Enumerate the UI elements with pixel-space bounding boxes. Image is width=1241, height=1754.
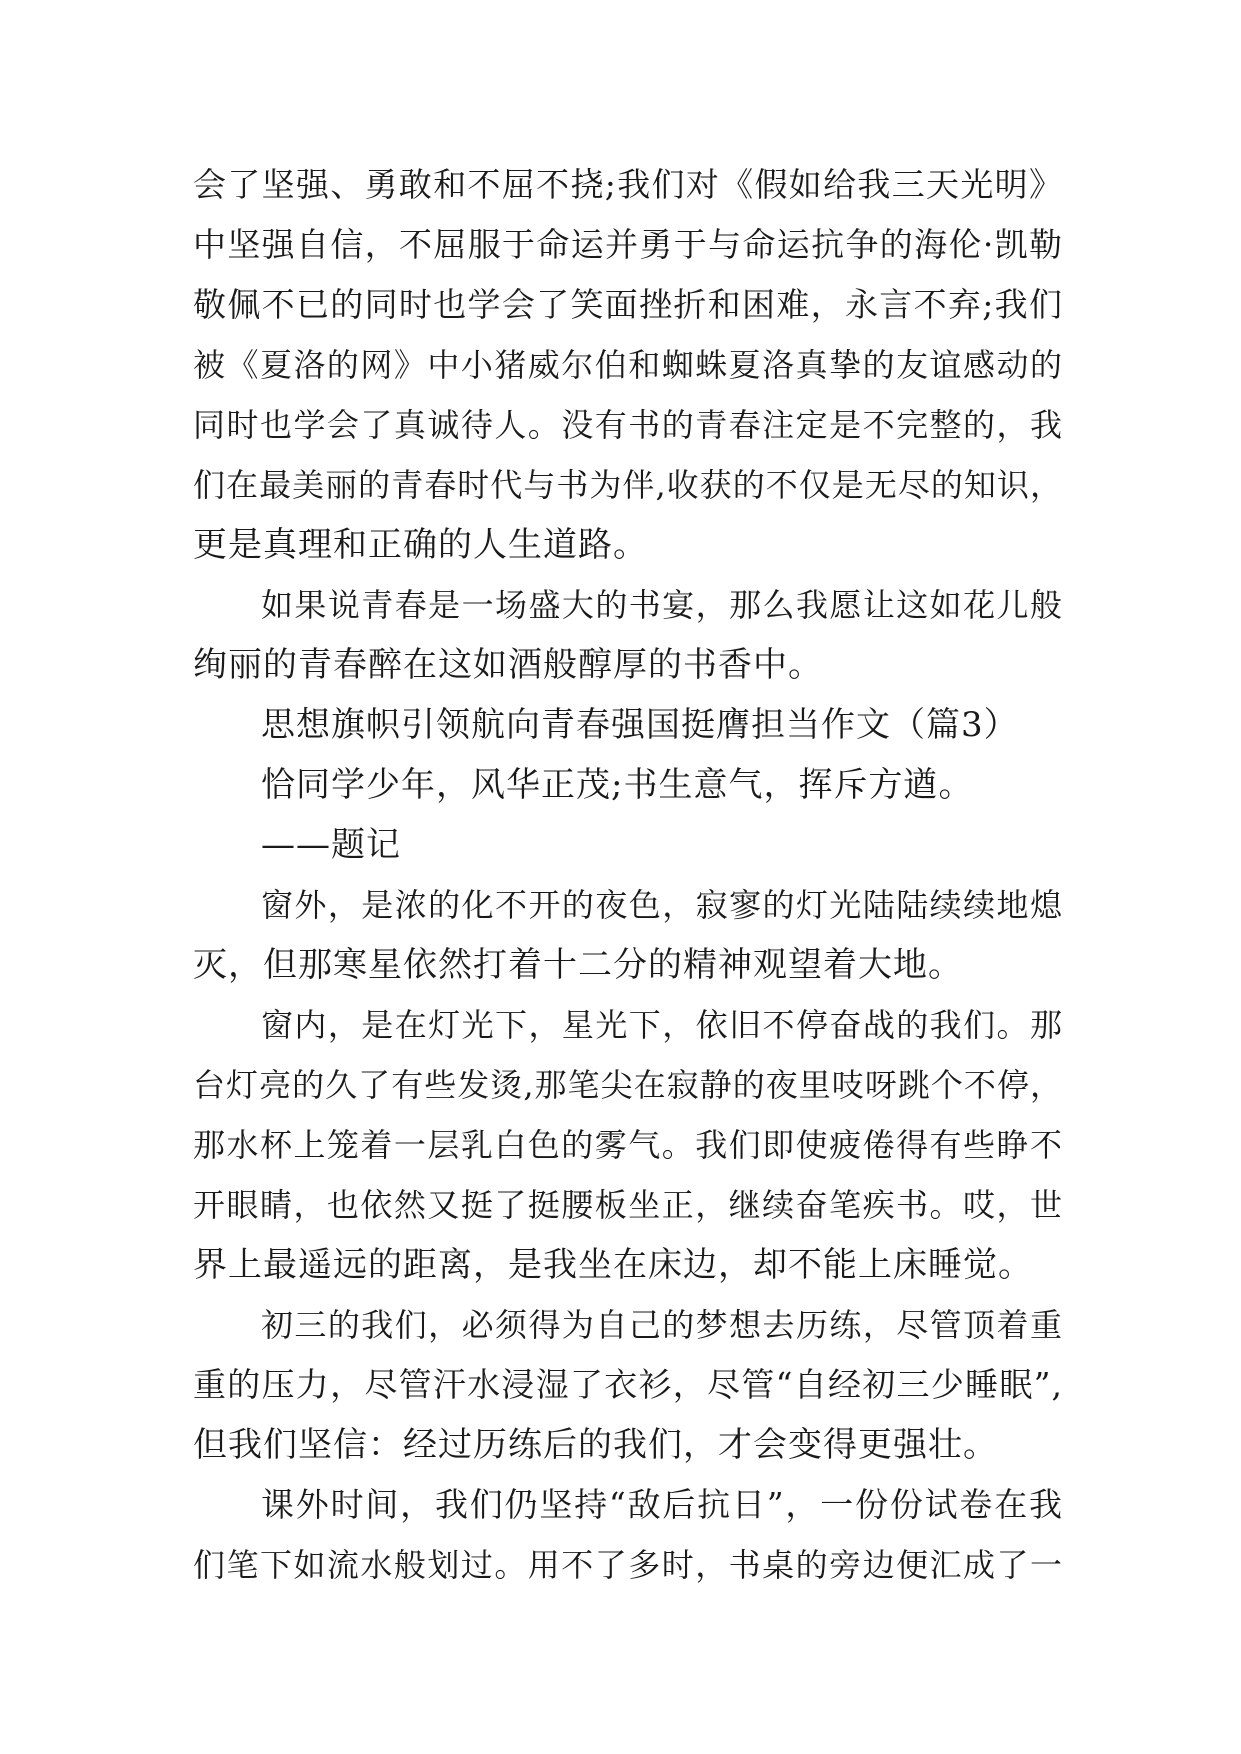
text-line: 思想旗帜引领航向青春强国挺膺担当作文（篇3）	[261, 705, 1019, 745]
text-line: 窗内，是在灯光下，星光下，依旧不停奋战的我们。那	[261, 1006, 1063, 1044]
text-line: 课外时间，我们仍坚持“敌后抗日”，一份份试卷在我	[261, 1485, 1063, 1524]
text-line: 更是真理和正确的人生道路。	[193, 525, 648, 565]
text-line: 绚丽的青春醉在这如酒般醇厚的书香中。	[193, 645, 823, 685]
text-line: 灭，但那寒星依然打着十二分的精神观望着大地。	[193, 945, 963, 985]
text-line: 但我们坚信：经过历练后的我们，才会变得更强壮。	[193, 1425, 998, 1465]
text-line: 同时也学会了真诚待人。没有书的青春注定是不完整的，我	[193, 406, 1063, 444]
text-line: 们在最美丽的青春时代与书为伴,收获的不仅是无尽的知识，	[193, 466, 1063, 504]
text-line: 窗外，是浓的化不开的夜色，寂寥的灯光陆陆续续地熄	[261, 886, 1063, 924]
text-line: 那水杯上笼着一层乳白色的雾气。我们即使疲倦得有些睁不	[193, 1126, 1063, 1164]
text-line: 初三的我们，必须得为自己的梦想去历练，尽管顶着重	[261, 1306, 1063, 1344]
text-line: 如果说青春是一场盛大的书宴，那么我愿让这如花儿般	[261, 586, 1063, 624]
text-line: 开眼睛，也依然又挺了挺腰板坐正，继续奋笔疾书。哎，世	[193, 1186, 1063, 1224]
text-line: 们笔下如流水般划过。用不了多时，书桌的旁边便汇成了一	[193, 1546, 1063, 1584]
text-line: 台灯亮的久了有些发烫,那笔尖在寂静的夜里吱呀跳个不停，	[193, 1066, 1063, 1104]
text-line: 恰同学少年，风华正茂;书生意气，挥斥方遒。	[261, 765, 974, 805]
text-line: 会了坚强、勇敢和不屈不挠;我们对《假如给我三天光明》	[193, 165, 1063, 204]
text-line: 中坚强自信，不屈服于命运并勇于与命运抗争的海伦·凯勒	[193, 225, 1063, 264]
text-line: 界上最遥远的距离，是我坐在床边，却不能上床睡觉。	[193, 1245, 1033, 1285]
text-line: 被《夏洛的网》中小猪威尔伯和蜘蛛夏洛真挚的友谊感动的	[193, 346, 1063, 384]
text-line: 重的压力，尽管汗水浸湿了衣衫，尽管“自经初三少睡眠”,	[193, 1365, 1063, 1404]
text-line: 敬佩不已的同时也学会了笑面挫折和困难，永言不弃;我们	[193, 285, 1063, 324]
document-body	[193, 155, 1063, 1595]
text-line: ——题记	[261, 825, 401, 865]
